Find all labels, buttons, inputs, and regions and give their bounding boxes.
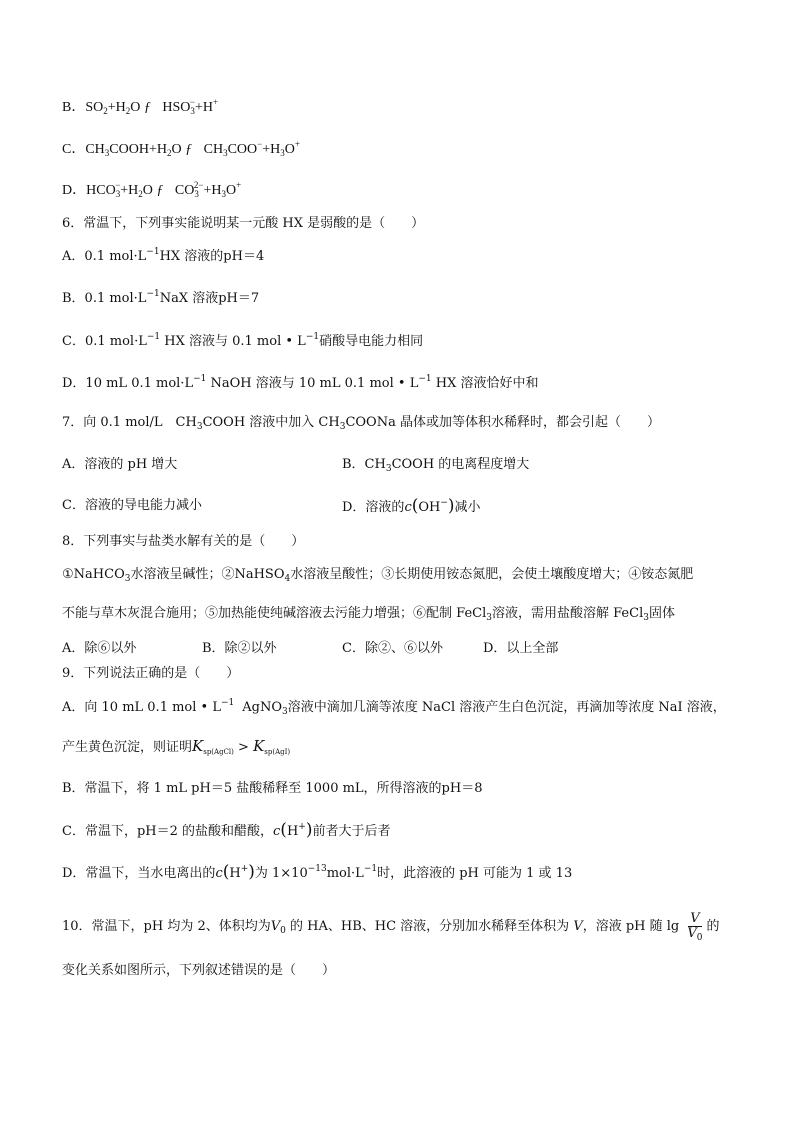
option-a-q7: A．溶液的 pH 增大	[62, 457, 178, 472]
option-b-q6: B．0.1 $mol\cdot L^{-1}NaX$ 溶液pH＝7	[62, 289, 260, 306]
option-c-q8: C．除②、⑥以外	[342, 641, 443, 656]
option-c-q5: C．$CH_3COOH+H_2O$ ƒ $CH_3COO^-+H_3O^+$	[62, 139, 300, 158]
option-a-q8: A．除⑥以外	[62, 641, 137, 656]
option-c-q9: C．常温下，pH＝2 的盐酸和醋酸，c(H+)前者大于后者	[62, 820, 391, 840]
question-8: 8．下列事实与盐类水解有关的是（ ）	[62, 534, 305, 549]
question-10-line-1: 10．常温下，pH 均为 2、体积均为$V_0$ 的 HA、HB、HC 溶液，分别加水稀释至体积为 V，溶液 pH 随 lg $\frac{V}{V_0}$ 的	[62, 911, 720, 943]
option-b-q7: B．$CH_3COOH$ 的电离程度增大	[342, 457, 530, 474]
option-b-q5: B．$SO_2+H_2O$ ƒ $HSO_3^-+H^+$	[62, 97, 219, 116]
option-c-q6: C．0.1 $mol\cdot L^{-1}$ HX 溶液与 0.1 mol • $L^{-1}$硝酸导电能力相同	[62, 332, 424, 349]
option-a-q6: A．0.1 $mol\cdot L^{-1}HX$ 溶液的pH＝4	[62, 247, 265, 264]
option-b-q8: B．除②以外	[202, 641, 277, 656]
option-d-q9: D．常温下，当水电离出的c(H+)为 $1\times 10^{-13}mol\cdot L^{-1}$时，此溶液的 pH 可能为 1 或 13	[62, 862, 573, 882]
equilibrium-arrow: ƒ	[143, 100, 151, 115]
equilibrium-arrow: ƒ	[156, 183, 164, 198]
question-8-statements-line-1: ①NaHCO$_3$水溶液呈碱性；②NaHSO$_4$水溶液呈酸性；③长期使用铵态氮肥，会使土壤酸度增大；④铵态氮肥	[62, 567, 694, 584]
question-8-statements-line-2: 不能与草木灰混合施用；⑤加热能使纯碱溶液去污能力增强；⑥配制 FeCl$_3$溶液，需用盐酸溶解 FeCl$_3$固体	[62, 606, 675, 623]
option-b-q9: B．常温下，将 1 mL pH＝5 盐酸稀释至 1000 mL，所得溶液的pH＝8	[62, 781, 483, 796]
option-a-q9-line-2: 产生黄色沉淀，则证明$K_{sp(AgCl)} > K_{sp(AgI)}$	[62, 737, 291, 756]
fraction-v-over-v0: $\frac{V}{V_0}$	[687, 911, 703, 943]
option-c-q7: C．溶液的导电能力减小	[62, 498, 202, 513]
question-6: 6．常温下，下列事实能说明某一元酸 HX 是弱酸的是（ ）	[62, 216, 425, 231]
option-d-q7: D．溶液的c(OH−)减小	[342, 496, 481, 516]
equilibrium-arrow: ƒ	[185, 142, 193, 157]
option-d-q6: D．10 mL 0.1 $mol\cdot L^{-1}$ NaOH 溶液与 10 mL 0.1 mol • $L^{-1}$ HX 溶液恰好中和	[62, 374, 539, 391]
option-a-q9-line-1: A．向 10 mL 0.1 mol • $L^{-1}$ AgNO$_3$溶液中滴加几滴等浓度 NaCl 溶液产生白色沉淀，再滴加等浓度 NaI 溶液，	[62, 698, 726, 717]
option-d-q8: D．以上全部	[483, 641, 559, 656]
question-10-line-2: 变化关系如图所示，下列叙述错误的是（ ）	[62, 963, 336, 978]
question-7: 7．向 0.1 mol/L $CH_3COOH$ 溶液中加入 $CH_3COONa$ 晶体或加等体积水稀释时，都会引起（ ）	[62, 415, 660, 432]
question-9: 9．下列说法正确的是（ ）	[62, 666, 240, 681]
option-d-q5: D．$HCO_3^-+H_2O$ ƒ $CO_3^{2-}+H_3O^+$	[62, 180, 242, 199]
